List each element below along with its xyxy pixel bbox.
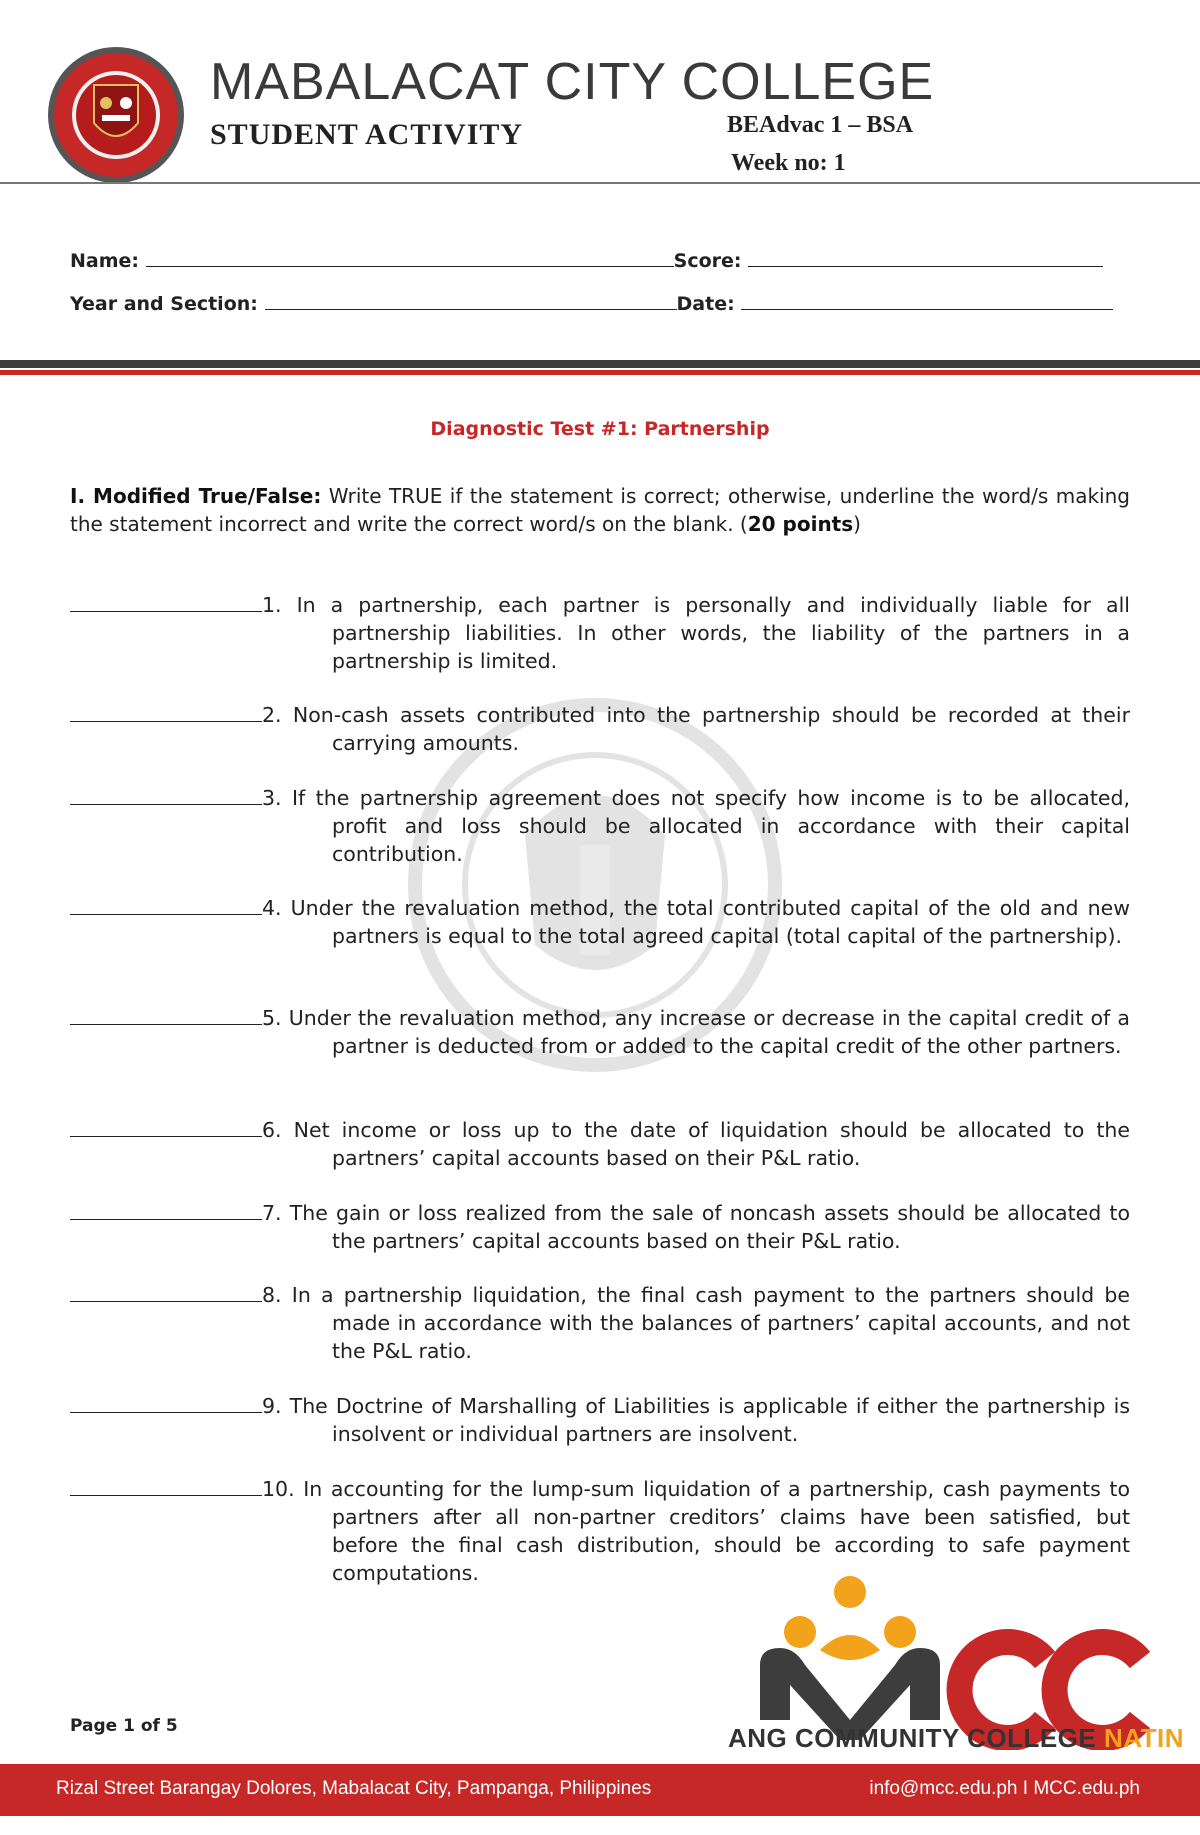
answer-blank[interactable]: [70, 1301, 262, 1302]
activity-label: STUDENT ACTIVITY: [210, 118, 524, 151]
question-item: [70, 784, 1130, 868]
answer-blank[interactable]: [70, 1219, 262, 1220]
instructions: [70, 482, 1130, 538]
item-number: 4.: [262, 896, 282, 920]
answer-blank[interactable]: [70, 914, 262, 915]
section-date-row: [70, 291, 1113, 315]
item-number: 2.: [262, 703, 282, 727]
item-number: 10.: [262, 1477, 295, 1501]
item-number: 8.: [262, 1283, 282, 1307]
item-text: The gain or loss realized from the sale of noncash assets should be allocated to the partners’ capital accounts based on their P&L ratio.: [281, 1201, 1130, 1253]
item-number: 1.: [262, 593, 282, 617]
question-item: [70, 1392, 1130, 1448]
item-number: 6.: [262, 1118, 282, 1142]
answer-blank[interactable]: [70, 1024, 262, 1025]
answer-blank[interactable]: [70, 611, 262, 612]
item-text: In a partnership, each partner is personally and individually liable for all partnership liabilities. In other words, the liability of the partners in a partnership is limited.: [281, 593, 1130, 673]
question-item: [70, 1116, 1130, 1172]
name-score-row: [70, 248, 1103, 272]
question-item: [70, 1281, 1130, 1365]
year-section-label: Year and Section:: [70, 293, 258, 315]
footer-address: Rizal Street Barangay Dolores, Mabalacat City, Pampanga, Philippines: [56, 1778, 652, 1799]
date-blank[interactable]: [741, 291, 1113, 310]
item-number: 3.: [262, 786, 282, 810]
year-section-blank[interactable]: [265, 291, 677, 310]
item-text: If the partnership agreement does not specify how income is to be allocated, profit and loss should be allocated in accordance with their capital contribution.: [281, 786, 1130, 866]
section-label: I. Modified True/False:: [70, 484, 322, 508]
item-text: The Doctrine of Marshalling of Liabilities is applicable if either the partnership is insolvent or individual partners are insolvent.: [281, 1394, 1130, 1446]
question-item: [70, 894, 1130, 950]
college-name: MABALACAT CITY COLLEGE: [210, 53, 935, 111]
tagline-main: ANG COMMUNITY COLLEGE: [728, 1723, 1104, 1753]
name-blank[interactable]: [146, 248, 674, 267]
item-number: 5.: [262, 1006, 282, 1030]
answer-blank[interactable]: [70, 1412, 262, 1413]
tagline-accent: NATIN: [1103, 1723, 1184, 1753]
page-number: Page 1 of 5: [70, 1716, 178, 1736]
footer-bar: [0, 1764, 1200, 1816]
item-number: 9.: [262, 1394, 282, 1418]
score-blank[interactable]: [748, 248, 1103, 267]
item-text: Non-cash assets contributed into the partnership should be recorded at their carrying amounts.: [281, 703, 1130, 755]
question-item: [70, 591, 1130, 675]
date-label: Date:: [676, 293, 735, 315]
answer-blank[interactable]: [70, 1136, 262, 1137]
item-text: Under the revaluation method, any increase or decrease in the capital credit of a partner is deducted from or added to the capital credit of the other partners.: [281, 1006, 1130, 1058]
question-item: [70, 701, 1130, 757]
course-code: BEAdvac 1 – BSA: [727, 112, 914, 138]
answer-blank[interactable]: [70, 1495, 262, 1496]
question-item: [70, 1199, 1130, 1255]
college-seal-logo: [46, 45, 186, 185]
item-text: In accounting for the lump-sum liquidation of a partnership, cash payments to partners after all non-partner creditors’ claims have been satisfied, but before the final cash distribution, should be according to safe payment computations.: [294, 1477, 1130, 1585]
divider-bar-red: [0, 370, 1200, 375]
score-label: Score:: [673, 250, 742, 272]
instructions-end: ): [853, 512, 861, 536]
item-text: Net income or loss up to the date of liquidation should be allocated to the partners’ capital accounts based on their P&L ratio.: [281, 1118, 1130, 1170]
footer-contact[interactable]: info@mcc.edu.ph I MCC.edu.ph: [869, 1778, 1140, 1799]
item-text: Under the revaluation method, the total contributed capital of the old and new partners is equal to the total agreed capital (total capital of the partnership).: [281, 896, 1130, 948]
tagline: [728, 1723, 1184, 1754]
item-text: In a partnership liquidation, the final cash payment to the partners should be made in accordance with the balances of partners’ capital accounts, and not the P&L ratio.: [281, 1283, 1130, 1363]
points-label: 20 points: [747, 512, 854, 536]
instructions-text: Write TRUE if the statement is correct; otherwise, underline the word/s making the statement incorrect and write the correct word/s on the blank. (: [70, 484, 1130, 536]
header-divider: [0, 182, 1200, 184]
week-number: Week no: 1: [731, 150, 846, 176]
item-number: 7.: [262, 1201, 282, 1225]
name-label: Name:: [70, 250, 140, 272]
test-title: Diagnostic Test #1: Partnership: [430, 418, 770, 440]
question-item: [70, 1004, 1130, 1060]
answer-blank[interactable]: [70, 721, 262, 722]
answer-blank[interactable]: [70, 804, 262, 805]
divider-bar-gray: [0, 360, 1200, 368]
